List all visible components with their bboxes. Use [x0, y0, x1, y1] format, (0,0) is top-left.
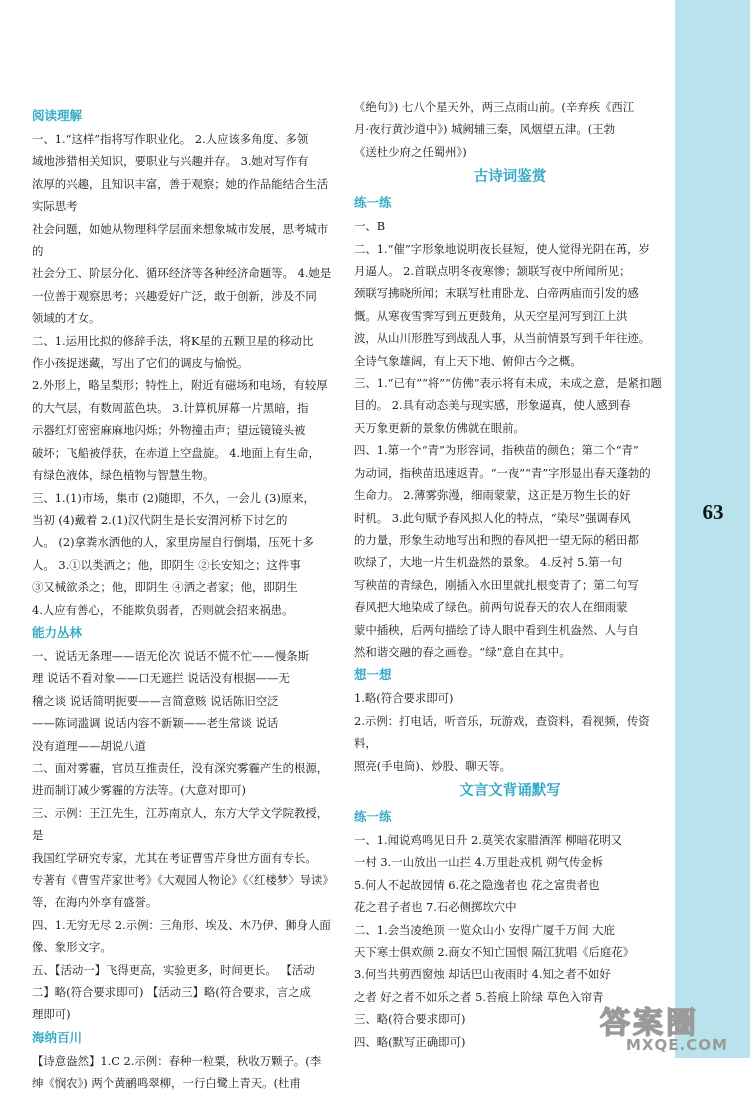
text-line: 没有道理——胡说八道 — [32, 738, 146, 753]
text-line: 二、1.运用比拟的修辞手法，将K星的五颗卫星的移动比 — [32, 333, 314, 348]
text-line: 四、1.第一个“青”为形容词，指秧苗的颜色；第二个“青” — [354, 443, 639, 458]
text-line: 人。 3.①以类洒之；他，即阴生 ②长安知之；这件事 — [32, 557, 301, 572]
text-line: ③又械欲杀之；他，即阴生 ④洒之者家；他，即阴生 — [32, 580, 298, 595]
text-line: 我国红学研究专家，尤其在考证曹雪芹身世方面有专长。 — [32, 850, 317, 865]
text-line: 社会问题，如她从物理科学层面来想象城市发展，思考城市的 — [32, 221, 329, 259]
text-line: 理 说话不看对象——口无遮拦 说话没有根据——无 — [32, 671, 290, 686]
text-line: 作小孩捉迷藏，写出了它们的调皮与愉悦。 — [32, 356, 249, 371]
text-line: 一村 3.一山放出一山拦 4.万里赴戎机 朔气传金柝 — [354, 855, 604, 870]
section-heading: 想一想 — [354, 667, 392, 683]
text-line: 进而制订减少雾霾的方法等。(大意对即可) — [32, 783, 246, 798]
text-line: 人。 (2)拿粪水洒他的人，家里房屋自行倒塌，压死十多 — [32, 535, 314, 550]
text-line: 的力量，形象生动地写出和煦的春风把一望无际的稻田都 — [354, 532, 639, 547]
text-line: 稽之谈 说话简明扼要——言简意赅 说话陈旧空泛 — [32, 693, 279, 708]
text-line: 慨。从寒夜雪霁写到五更鼓角，从天空星河写到江上洪 — [354, 308, 628, 323]
text-line: 全诗气象雄阔，有上天下地、俯仰古今之概。 — [354, 353, 582, 368]
section-heading: 阅读理解 — [32, 108, 83, 123]
section-heading: 能力丛林 — [32, 624, 83, 640]
text-line: 4.人应有善心，不能欺负弱者，否则就会招来祸患。 — [32, 602, 294, 617]
text-line: 浓厚的兴趣，且知识丰富，善于观察；她的作品能结合生活实际思考 — [32, 176, 329, 214]
text-line: 一、1.闻说鸡鸣见日升 2.莫笑农家腊酒浑 柳暗花明又 — [354, 832, 623, 847]
text-line: 1.略(符合要求即可) — [354, 691, 454, 706]
text-line: 天万象更新的景象仿佛就在眼前。 — [354, 420, 525, 435]
text-line: 像、象形文字。 — [32, 940, 112, 955]
text-line: 《绝句》) 七八个星天外，两三点雨山前。(辛弃疾《西江 — [354, 100, 635, 114]
text-line: ——陈词滥调 说话内容不新颖——老生常谈 说话 — [32, 716, 279, 731]
section-heading: 练一练 — [354, 195, 392, 211]
text-line: 吹绿了，大地一片生机盎然的景象。 4.反衬 5.第一句 — [354, 555, 623, 570]
text-line: 二、面对雾霾，官员互推责任，没有深究雾霾产生的根源， — [32, 760, 329, 775]
text-line: 三、1.“已有”“将”“仿佛”表示将有未成，未成之意，是紧扣题 — [354, 376, 662, 391]
text-line: 一、1.“这样”指将写作职业化。 2.人应该多角度、多领 — [32, 132, 309, 146]
page-number: 63 — [702, 500, 724, 524]
text-line: 绅《悯农》) 两个黄鹂鸣翠柳，一行白鹭上青天。(杜甫 — [32, 1076, 301, 1091]
text-line: 理即可) — [32, 1007, 71, 1022]
text-line: 春风把大地染成了绿色。前两句说春天的农人在细雨蒙 — [354, 600, 628, 615]
text-line: 三、1.(1)市场，集市 (2)随即，不久，一会儿 (3)原来， — [32, 490, 315, 505]
left-column — [32, 104, 334, 1095]
text-line: 三、略(符合要求即可) — [354, 1012, 466, 1027]
text-line: 等，在海内外享有盛誉。 — [32, 895, 158, 910]
text-line: 专著有《曹雪芹家世考》《大观园人物论》《〈红楼梦〉导读》 — [32, 873, 334, 887]
text-line: 四、略(默写正确即可) — [354, 1034, 466, 1049]
section-title: 文言文背诵默写 — [459, 782, 561, 799]
text-line: 有绿色液体，绿色植物与智慧生物。 — [32, 468, 215, 483]
text-line: 时机。 3.此句赋予春风拟人化的特点，“染尽”强调春风 — [354, 510, 631, 525]
text-line: 【诗意盎然】1.C 2.示例：春种一粒粟，秋收万颗子。(李 — [32, 1053, 322, 1068]
text-line: 域地涉猎相关知识，要职业与兴趣并存。 3.她对写作有 — [32, 154, 309, 169]
section-heading: 海纳百川 — [32, 1029, 83, 1045]
text-line: 照亮(手电筒)、炒股、聊天等。 — [354, 758, 511, 773]
watermark-url: MXQE.COM — [626, 1036, 728, 1054]
text-line: 蒙中插秧，后两句描绘了诗人眼中看到生机盎然、人与自 — [354, 622, 639, 637]
text-line: 当初 (4)戴着 2.(1)汉代阴生是长安渭河桥下讨乞的 — [32, 512, 288, 527]
text-line: 5.何人不起故园情 6.花之隐逸者也 花之富贵者也 — [354, 877, 600, 892]
text-line: 一、B — [354, 219, 386, 234]
text-line: 写秧苗的青绿色，刚插入水田里就扎根变青了；第二句写 — [354, 577, 639, 592]
text-line: 之者 好之者不如乐之者 5.苔痕上阶绿 草色入帘青 — [354, 989, 604, 1004]
section-heading: 练一练 — [354, 808, 392, 824]
text-line: 花之君子者也 7.石必侧掷坎穴中 — [354, 900, 517, 915]
text-line: 三、示例：王江先生，江苏南京人，东方大学文学院教授，是 — [32, 805, 329, 843]
text-line: 生命力。 2.薄雾弥漫，细雨蒙蒙，这正是万物生长的好 — [354, 488, 631, 503]
text-line: 2.示例：打电话，听音乐，玩游戏，查资料，看视频，传资料， — [354, 713, 650, 751]
watermark-logo: 答案圈 — [600, 1006, 699, 1041]
text-line: 天下寒士俱欢颜 2.商女不知亡国恨 隔江犹唱《后庭花》 — [354, 945, 635, 959]
text-line: 五、【活动一】飞得更高，实验更多，时间更长。 【活动 — [32, 962, 315, 977]
text-line: 的大气层，有数周蓝色块。 3.计算机屏幕一片黑暗，指 — [32, 400, 309, 415]
text-line: 目的。 2.具有动态美与现实感，形象逼真，使人感到春 — [354, 398, 631, 413]
text-line: 二】略(符合要求即可) 【活动三】略(符合要求，言之成 — [32, 985, 311, 1000]
text-line: 领域的才女。 — [32, 311, 101, 326]
text-line: 波，从山川形胜写到战乱人事，从当前情景写到千年往迹。 — [354, 331, 651, 346]
text-line: 《送杜少府之任蜀州》) — [354, 144, 467, 159]
text-line: 月逼人。 2.首联点明冬夜寒惨；颔联写夜中所闻所见； — [354, 264, 631, 279]
text-line: 二、1.会当凌绝顶 一览众山小 安得广厦千万间 大庇 — [354, 922, 615, 937]
text-line: 2.外形上，略呈梨形；特性上，附近有磁场和电场，有较厚 — [32, 378, 328, 393]
text-line: 社会分工、阶层分化、循环经济等各种经济命题等。 4.她是 — [32, 266, 332, 281]
right-column — [354, 96, 666, 1053]
text-line: 一、说话无条理——语无伦次 说话不慌不忙——慢条斯 — [32, 648, 309, 663]
text-line: 为动词，指秧苗迅速返青。“一夜”“青”字形显出春天蓬勃的 — [354, 465, 651, 480]
text-line: 然和谐交融的春之画卷。“绿”意自在其中。 — [354, 644, 571, 659]
side-tab — [675, 0, 750, 1058]
text-line: 示器红灯密密麻麻地闪烁；外物撞击声；望远镜镜头被 — [32, 423, 306, 438]
text-line: 四、1.无穷无尽 2.示例：三角形、埃及、木乃伊、狮身人面 — [32, 917, 331, 932]
text-line: 月·夜行黄沙道中》) 城阙辅三秦，风烟望五津。(王勃 — [354, 122, 616, 137]
text-line: 破坏；飞船被俘获，在赤道上空盘旋。 4.地面上有生命， — [32, 445, 320, 460]
section-title: 古诗词鉴赏 — [473, 169, 547, 186]
text-line: 颈联写拂晓所闻；末联写杜甫卧龙、白帝两庙而引发的感 — [354, 286, 639, 301]
text-line: 3.何当共剪西窗烛 却话巴山夜雨时 4.知之者不如好 — [354, 967, 611, 982]
text-line: 一位善于观察思考；兴趣爱好广泛，敢于创新，涉及不同 — [32, 288, 317, 303]
text-line: 二、1.“催”字形象地说明夜长昼短，使人觉得光阴在苒，岁 — [354, 241, 650, 256]
